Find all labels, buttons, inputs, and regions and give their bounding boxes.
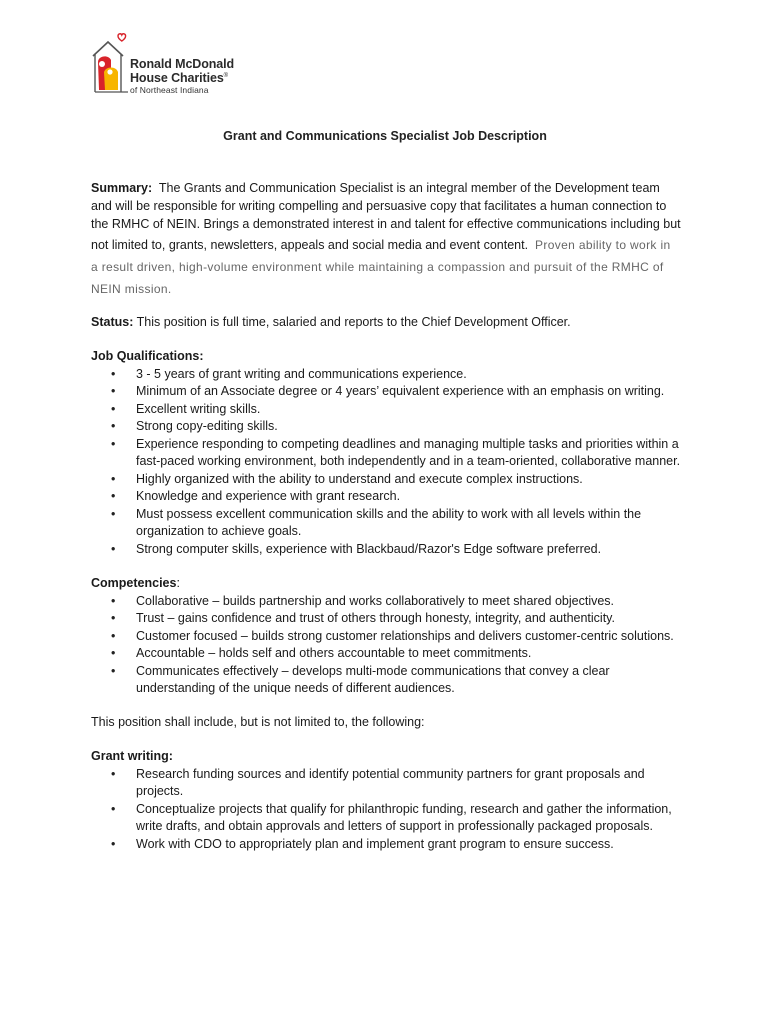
rmhc-logo bbox=[88, 32, 258, 100]
list-item: • Conceptualize projects that qualify for philanthropic funding, research and gather the information, write drafts, and obtain approvals and letters of support in professionally packaged proposals. bbox=[91, 801, 681, 836]
status-label: Status: bbox=[91, 314, 134, 329]
list-item: • Highly organized with the ability to understand and execute complex instructions. bbox=[91, 471, 681, 489]
document-title: Grant and Communications Specialist Job Description bbox=[223, 129, 547, 143]
grant-writing-heading: Grant writing: bbox=[91, 749, 173, 764]
list-item: • Minimum of an Associate degree or 4 years’ equivalent experience with an emphasis on writing. bbox=[91, 383, 681, 401]
competencies-heading-text: Competencies bbox=[91, 576, 177, 591]
logo-name-line2 bbox=[130, 72, 234, 85]
list-item: • Experience responding to competing deadlines and managing multiple tasks and priorities within a fast-paced working environment, both independently and in a team-oriented, collaborative manner. bbox=[91, 436, 681, 471]
house-heart-logo-icon bbox=[88, 32, 132, 98]
list-item: • Customer focused – builds strong customer relationships and delivers customer-centric solutions. bbox=[91, 628, 681, 646]
list-item: • Research funding sources and identify potential community partners for grant proposals and projects. bbox=[91, 766, 681, 801]
list-item: • Trust – gains confidence and trust of others through honesty, integrity, and authenticity. bbox=[91, 610, 681, 628]
competencies-heading bbox=[91, 575, 681, 593]
summary-paragraph bbox=[91, 179, 681, 300]
summary-faded-text: Proven ability to work in a result driven, high-volume environment while maintaining a compassion and pursuit of the RMHC of NEIN mission. bbox=[91, 237, 671, 296]
list-item: • Strong computer skills, experience with Blackbaud/Razor's Edge software preferred. bbox=[91, 541, 681, 559]
summary-text: The Grants and Communication Specialist is an integral member of the Development team and will be responsible for writing compelling and persuasive copy that facilitates a human connection to the RMHC of NEIN. Brings a demonstrated interest in and talent for effective communications including but not limited to, grants, newsletters, appeals and social media and event content. bbox=[91, 181, 681, 252]
list-item: • Must possess excellent communication skills and the ability to work with all levels within the organization to achieve goals. bbox=[91, 506, 681, 541]
list-item: • Strong copy-editing skills. bbox=[91, 418, 681, 436]
summary-label: Summary: bbox=[91, 181, 153, 195]
list-item: • Excellent writing skills. bbox=[91, 401, 681, 419]
competencies-heading-colon: : bbox=[176, 576, 180, 591]
logo-name-line2-text: House Charities bbox=[130, 70, 224, 85]
list-item: • 3 - 5 years of grant writing and communications experience. bbox=[91, 366, 681, 384]
status-text: This position is full time, salaried and reports to the Chief Development Officer. bbox=[136, 314, 571, 329]
grant-writing-list bbox=[91, 766, 681, 854]
list-item: • Knowledge and experience with grant research. bbox=[91, 488, 681, 506]
list-item: • Accountable – holds self and others accountable to meet commitments. bbox=[91, 645, 681, 663]
list-item: • Work with CDO to appropriately plan and implement grant program to ensure success. bbox=[91, 836, 681, 854]
logo-name-line1: Ronald McDonald bbox=[130, 57, 235, 71]
list-item: • Communicates effectively – develops multi-mode communications that convey a clear understanding of the unique needs of different audiences. bbox=[91, 663, 681, 698]
document-body bbox=[91, 179, 681, 853]
registered-mark: ® bbox=[223, 72, 228, 79]
job-qualifications-heading: Job Qualifications: bbox=[91, 349, 204, 364]
job-qualifications-list bbox=[91, 366, 681, 559]
list-item: • Collaborative – builds partnership and works collaboratively to meet shared objectives. bbox=[91, 593, 681, 611]
includes-statement: This position shall include, but is not limited to, the following: bbox=[91, 714, 425, 729]
competencies-list bbox=[91, 593, 681, 698]
status-paragraph bbox=[91, 314, 681, 332]
logo-chapter-line: of Northeast Indiana bbox=[130, 85, 209, 95]
